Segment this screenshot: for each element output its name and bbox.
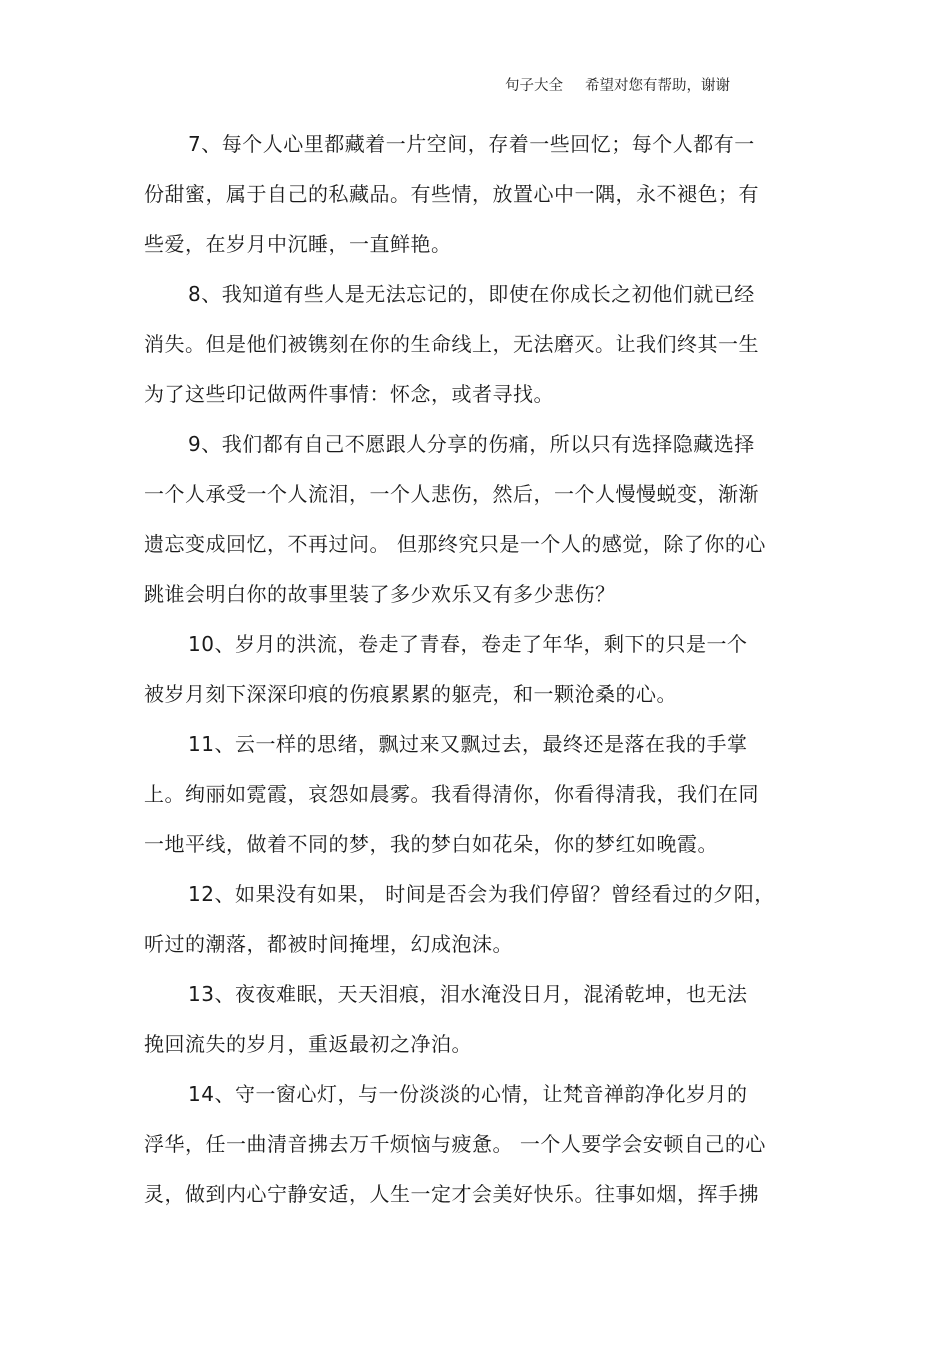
- paragraph-line: 一地平线，做着不同的梦，我的梦白如花朵，你的梦红如晚霞。: [144, 832, 718, 856]
- paragraph-line: 挽回流失的岁月，重返最初之净泊。: [144, 1032, 472, 1056]
- paragraph-line: 跳谁会明白你的故事里装了多少欢乐又有多少悲伤？: [144, 582, 616, 606]
- paragraph-first-line: 13、夜夜难眠，天天泪痕，泪水淹没日月，混淆乾坤，也无法: [188, 982, 748, 1006]
- paragraph-first-line: 12、如果没有如果， 时间是否会为我们停留？曾经看过的夕阳，: [188, 882, 775, 906]
- header-note: 希望对您有帮助，谢谢: [585, 78, 730, 94]
- page-header: [505, 74, 730, 95]
- paragraph-first-line: 11、云一样的思绪，飘过来又飘过去，最终还是落在我的手掌: [188, 732, 748, 756]
- paragraph-line: 一个人承受一个人流泪，一个人悲伤，然后，一个人慢慢蜕变，渐渐: [144, 482, 759, 506]
- paragraph-line: 浮华，任一曲清音拂去万千烦恼与疲惫。 一个人要学会安顿自己的心: [144, 1132, 766, 1156]
- paragraph-line: 消失。但是他们被镌刻在你的生命线上，无法磨灭。让我们终其一生: [144, 332, 759, 356]
- paragraph-line: 灵，做到内心宁静安适，人生一定才会美好快乐。往事如烟，挥手拂: [144, 1182, 759, 1206]
- paragraph-line: 被岁月刻下深深印痕的伤痕累累的躯壳，和一颗沧桑的心。: [144, 682, 677, 706]
- paragraph-first-line: 8、我知道有些人是无法忘记的，即使在你成长之初他们就已经: [188, 282, 755, 306]
- paragraph-first-line: 14、守一窗心灯，与一份淡淡的心情，让梵音禅韵净化岁月的: [188, 1082, 748, 1106]
- paragraph-line: 为了这些印记做两件事情：怀念，或者寻找。: [144, 382, 554, 406]
- header-site-name: 句子大全: [505, 78, 563, 94]
- paragraph-first-line: 9、我们都有自己不愿跟人分享的伤痛，所以只有选择隐藏选择: [188, 432, 755, 456]
- paragraph-line: 遗忘变成回忆，不再过问。 但那终究只是一个人的感觉，除了你的心: [144, 532, 766, 556]
- paragraph-line: 听过的潮落，都被时间掩埋，幻成泡沫。: [144, 932, 513, 956]
- document-body: [144, 126, 804, 1226]
- paragraph-line: 些爱，在岁月中沉睡，一直鲜艳。: [144, 232, 452, 256]
- paragraph-first-line: 7、每个人心里都藏着一片空间，存着一些回忆；每个人都有一: [188, 132, 755, 156]
- paragraph-line: 份甜蜜，属于自己的私藏品。有些情，放置心中一隅，永不褪色；有: [144, 182, 759, 206]
- paragraph-line: 上。绚丽如霓霞，哀怨如晨雾。我看得清你，你看得清我，我们在同: [144, 782, 759, 806]
- paragraph-first-line: 10、岁月的洪流，卷走了青春，卷走了年华，剩下的只是一个: [188, 632, 748, 656]
